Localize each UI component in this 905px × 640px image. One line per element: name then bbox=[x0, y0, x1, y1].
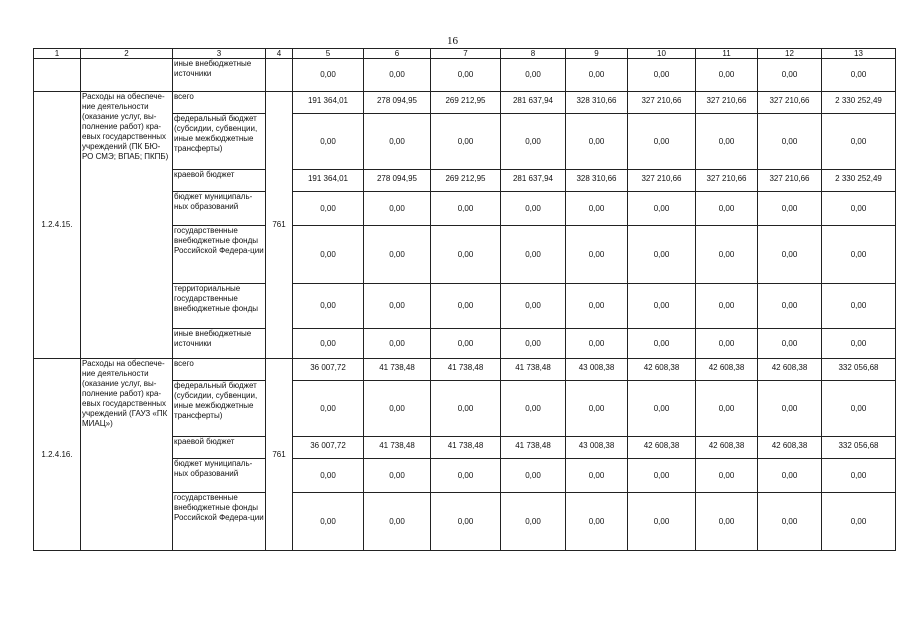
value-cell: 328 310,66 bbox=[566, 170, 628, 192]
column-number-row bbox=[34, 49, 896, 59]
value-cell: 43 008,38 bbox=[566, 437, 628, 459]
value-cell: 0,00 bbox=[364, 114, 431, 170]
value-cell: 0,00 bbox=[628, 381, 696, 437]
column-header: 9 bbox=[566, 49, 628, 59]
value-cell: 278 094,95 bbox=[364, 92, 431, 114]
value-cell: 42 608,38 bbox=[628, 359, 696, 381]
value-cell: 0,00 bbox=[696, 192, 758, 226]
value-cell: 2 330 252,49 bbox=[822, 170, 896, 192]
value-cell: 0,00 bbox=[566, 226, 628, 284]
column-header: 1 bbox=[34, 49, 81, 59]
value-cell: 43 008,38 bbox=[566, 359, 628, 381]
carry-over-row bbox=[34, 59, 896, 92]
value-cell: 327 210,66 bbox=[696, 92, 758, 114]
value-cell: 0,00 bbox=[566, 192, 628, 226]
value-cell: 0,00 bbox=[758, 192, 822, 226]
value-cell: 0,00 bbox=[696, 329, 758, 359]
value-cell: 0,00 bbox=[758, 329, 822, 359]
value-cell: 0,00 bbox=[696, 493, 758, 551]
value-cell: 0,00 bbox=[696, 114, 758, 170]
value-cell: 327 210,66 bbox=[628, 170, 696, 192]
value-cell: 0,00 bbox=[501, 329, 566, 359]
funding-source: государственные внебюджетные фонды Российской Федера-ции bbox=[173, 226, 266, 284]
value-cell: 0,00 bbox=[822, 329, 896, 359]
column-header: 6 bbox=[364, 49, 431, 59]
funding-source: федеральный бюджет (субсидии, субвенции, иные межбюджетные трансферты) bbox=[173, 381, 266, 437]
value-cell: 327 210,66 bbox=[758, 170, 822, 192]
value-cell: 191 364,01 bbox=[293, 170, 364, 192]
value-cell: 0,00 bbox=[431, 459, 501, 493]
value-cell: 0,00 bbox=[822, 114, 896, 170]
value-cell: 191 364,01 bbox=[293, 92, 364, 114]
column-header: 7 bbox=[431, 49, 501, 59]
column-header: 4 bbox=[266, 49, 293, 59]
value-cell: 0,00 bbox=[501, 226, 566, 284]
value-cell: 0,00 bbox=[628, 59, 696, 92]
value-cell: 36 007,72 bbox=[293, 359, 364, 381]
value-cell: 0,00 bbox=[364, 59, 431, 92]
value-cell: 41 738,48 bbox=[431, 359, 501, 381]
value-cell: 41 738,48 bbox=[501, 359, 566, 381]
value-cell: 0,00 bbox=[431, 493, 501, 551]
value-cell: 0,00 bbox=[293, 459, 364, 493]
value-cell: 0,00 bbox=[758, 493, 822, 551]
value-cell: 0,00 bbox=[566, 381, 628, 437]
funding-source: иные внебюджетные источники bbox=[173, 59, 266, 92]
value-cell: 0,00 bbox=[431, 192, 501, 226]
value-cell: 41 738,48 bbox=[364, 437, 431, 459]
value-cell: 327 210,66 bbox=[628, 92, 696, 114]
column-header: 8 bbox=[501, 49, 566, 59]
item-title: Расходы на обеспече-ние деятельности (оказание услуг, вы-полнение работ) кра-евых государственных учреждений (ПК БЮ-РО СМЭ; ВПАБ; ПКПБ) bbox=[81, 92, 173, 359]
value-cell: 0,00 bbox=[501, 59, 566, 92]
value-cell: 41 738,48 bbox=[431, 437, 501, 459]
value-cell: 0,00 bbox=[566, 284, 628, 329]
value-cell: 328 310,66 bbox=[566, 92, 628, 114]
empty-cell bbox=[34, 59, 81, 92]
value-cell: 0,00 bbox=[431, 226, 501, 284]
value-cell: 0,00 bbox=[501, 381, 566, 437]
budget-table bbox=[33, 48, 896, 551]
funding-source: территориальные государственные внебюджетные фонды bbox=[173, 284, 266, 329]
column-header: 2 bbox=[81, 49, 173, 59]
funding-source: иные внебюджетные источники bbox=[173, 329, 266, 359]
value-cell: 42 608,38 bbox=[758, 359, 822, 381]
value-cell: 0,00 bbox=[566, 59, 628, 92]
item-title: Расходы на обеспече-ние деятельности (оказание услуг, вы-полнение работ) кра-евых государственных учреждений (ГАУЗ «ПК МИАЦ») bbox=[81, 359, 173, 551]
funding-source: государственные внебюджетные фонды Российской Федера-ции bbox=[173, 493, 266, 551]
value-cell: 0,00 bbox=[822, 226, 896, 284]
value-cell: 0,00 bbox=[822, 59, 896, 92]
value-cell: 0,00 bbox=[293, 114, 364, 170]
value-cell: 0,00 bbox=[501, 192, 566, 226]
empty-cell bbox=[266, 59, 293, 92]
value-cell: 0,00 bbox=[758, 226, 822, 284]
value-cell: 41 738,48 bbox=[501, 437, 566, 459]
value-cell: 0,00 bbox=[501, 459, 566, 493]
value-cell: 0,00 bbox=[566, 459, 628, 493]
value-cell: 0,00 bbox=[696, 226, 758, 284]
value-cell: 42 608,38 bbox=[758, 437, 822, 459]
value-cell: 281 637,94 bbox=[501, 92, 566, 114]
value-cell: 0,00 bbox=[431, 329, 501, 359]
table-row bbox=[34, 359, 896, 381]
column-header: 12 bbox=[758, 49, 822, 59]
value-cell: 0,00 bbox=[628, 114, 696, 170]
column-header: 3 bbox=[173, 49, 266, 59]
value-cell: 0,00 bbox=[696, 459, 758, 493]
value-cell: 0,00 bbox=[364, 381, 431, 437]
value-cell: 41 738,48 bbox=[364, 359, 431, 381]
funding-source: всего bbox=[173, 92, 266, 114]
funding-source: бюджет муниципаль-ных образований bbox=[173, 192, 266, 226]
value-cell: 0,00 bbox=[364, 459, 431, 493]
value-cell: 0,00 bbox=[696, 284, 758, 329]
value-cell: 332 056,68 bbox=[822, 437, 896, 459]
value-cell: 0,00 bbox=[566, 329, 628, 359]
value-cell: 0,00 bbox=[822, 381, 896, 437]
value-cell: 0,00 bbox=[822, 192, 896, 226]
value-cell: 278 094,95 bbox=[364, 170, 431, 192]
value-cell: 0,00 bbox=[696, 381, 758, 437]
value-cell: 36 007,72 bbox=[293, 437, 364, 459]
value-cell: 0,00 bbox=[758, 59, 822, 92]
value-cell: 42 608,38 bbox=[628, 437, 696, 459]
value-cell: 0,00 bbox=[758, 381, 822, 437]
value-cell: 0,00 bbox=[628, 329, 696, 359]
value-cell: 327 210,66 bbox=[758, 92, 822, 114]
funding-source: бюджет муниципаль-ных образований bbox=[173, 459, 266, 493]
value-cell: 0,00 bbox=[293, 493, 364, 551]
value-cell: 0,00 bbox=[293, 59, 364, 92]
value-cell: 269 212,95 bbox=[431, 92, 501, 114]
value-cell: 0,00 bbox=[364, 493, 431, 551]
column-header: 10 bbox=[628, 49, 696, 59]
column-header: 13 bbox=[822, 49, 896, 59]
empty-cell bbox=[81, 59, 173, 92]
value-cell: 0,00 bbox=[822, 284, 896, 329]
item-col4: 761 bbox=[266, 359, 293, 551]
item-col4: 761 bbox=[266, 92, 293, 359]
value-cell: 0,00 bbox=[566, 114, 628, 170]
funding-source: краевой бюджет bbox=[173, 437, 266, 459]
funding-source: краевой бюджет bbox=[173, 170, 266, 192]
value-cell: 0,00 bbox=[431, 59, 501, 92]
value-cell: 0,00 bbox=[696, 59, 758, 92]
value-cell: 0,00 bbox=[431, 381, 501, 437]
value-cell: 0,00 bbox=[628, 284, 696, 329]
value-cell: 0,00 bbox=[293, 381, 364, 437]
value-cell: 0,00 bbox=[293, 226, 364, 284]
value-cell: 0,00 bbox=[758, 114, 822, 170]
value-cell: 0,00 bbox=[501, 493, 566, 551]
item-code: 1.2.4.16. bbox=[34, 359, 81, 551]
value-cell: 0,00 bbox=[822, 459, 896, 493]
value-cell: 281 637,94 bbox=[501, 170, 566, 192]
value-cell: 332 056,68 bbox=[822, 359, 896, 381]
table-row bbox=[34, 92, 896, 114]
value-cell: 0,00 bbox=[364, 192, 431, 226]
value-cell: 0,00 bbox=[822, 493, 896, 551]
column-header: 5 bbox=[293, 49, 364, 59]
value-cell: 0,00 bbox=[758, 284, 822, 329]
value-cell: 0,00 bbox=[431, 284, 501, 329]
value-cell: 0,00 bbox=[628, 226, 696, 284]
value-cell: 0,00 bbox=[628, 493, 696, 551]
value-cell: 0,00 bbox=[628, 192, 696, 226]
item-code: 1.2.4.15. bbox=[34, 92, 81, 359]
value-cell: 0,00 bbox=[501, 114, 566, 170]
page-number: 16 bbox=[447, 35, 458, 47]
value-cell: 0,00 bbox=[293, 329, 364, 359]
value-cell: 0,00 bbox=[431, 114, 501, 170]
column-header: 11 bbox=[696, 49, 758, 59]
value-cell: 0,00 bbox=[566, 493, 628, 551]
value-cell: 269 212,95 bbox=[431, 170, 501, 192]
funding-source: всего bbox=[173, 359, 266, 381]
value-cell: 0,00 bbox=[628, 459, 696, 493]
funding-source: федеральный бюджет (субсидии, субвенции, иные межбюджетные трансферты) bbox=[173, 114, 266, 170]
value-cell: 42 608,38 bbox=[696, 359, 758, 381]
value-cell: 0,00 bbox=[293, 284, 364, 329]
value-cell: 42 608,38 bbox=[696, 437, 758, 459]
value-cell: 0,00 bbox=[364, 226, 431, 284]
value-cell: 0,00 bbox=[364, 329, 431, 359]
value-cell: 0,00 bbox=[501, 284, 566, 329]
value-cell: 0,00 bbox=[293, 192, 364, 226]
value-cell: 327 210,66 bbox=[696, 170, 758, 192]
value-cell: 2 330 252,49 bbox=[822, 92, 896, 114]
value-cell: 0,00 bbox=[758, 459, 822, 493]
value-cell: 0,00 bbox=[364, 284, 431, 329]
